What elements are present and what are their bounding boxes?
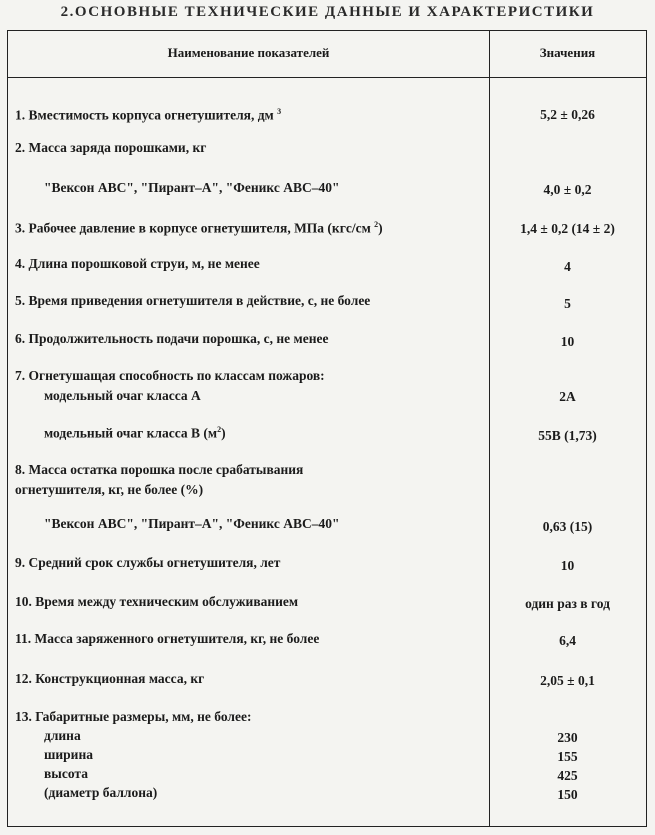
row-label: 12. Конструкционная масса, кг	[15, 671, 205, 686]
row-label: 10. Время между техническим обслуживанием	[15, 594, 299, 609]
row-label-cont: огнетушителя, кг, не более (%)	[15, 482, 204, 497]
row-value: 6,4	[559, 633, 576, 648]
row-value: 0,63 (15)	[542, 519, 593, 534]
row-value: 10	[560, 558, 575, 573]
row-label: 5. Время приведения огнетушителя в действие, с, не более	[15, 293, 371, 308]
row-label: 6. Продолжительность подачи порошка, с, не менее	[15, 331, 329, 346]
row-label: 3. Рабочее давление в корпусе огнетушителя, МПа (кгс/см $^2$)	[15, 220, 383, 236]
row-label: 13. Габаритные размеры, мм, не более:	[15, 709, 252, 724]
row-value: 2,05 ± 0,1	[540, 673, 595, 688]
header-value: Значения	[539, 45, 596, 60]
row-value: 425	[557, 768, 578, 783]
row-value: 1,4 ± 0,2 (14 ± 2)	[520, 221, 615, 236]
row-value: 10	[560, 334, 575, 349]
row-value: 55В (1,73)	[538, 428, 597, 443]
row-value: 230	[557, 730, 578, 745]
row-value: 155	[557, 749, 578, 764]
header-name: Наименование показателей	[167, 45, 330, 60]
row-sublabel: ширина	[44, 747, 93, 762]
row-value: 4	[564, 259, 571, 274]
row-sublabel: высота	[44, 766, 88, 781]
header-divider	[8, 77, 646, 78]
row-label: 9. Средний срок службы огнетушителя, лет	[15, 555, 281, 570]
row-label: 2. Масса заряда порошками, кг	[15, 140, 207, 155]
row-sublabel: модельный очаг класса А	[44, 388, 201, 403]
row-sublabel: "Вексон АВС", "Пирант–А", "Феникс АВС–40"	[44, 180, 340, 195]
row-value: 5,2 ± 0,26	[540, 107, 595, 122]
row-sublabel: (диаметр баллона)	[44, 785, 158, 800]
row-value: 4,0 ± 0,2	[543, 182, 592, 197]
row-label: 8. Масса остатка порошка после срабатывания	[15, 462, 304, 477]
row-sublabel: длина	[44, 728, 81, 743]
row-value: один раз в год	[525, 596, 610, 611]
row-label: 1. Вместимость корпуса огнетушителя, дм $^3$	[15, 107, 282, 123]
specs-table	[7, 30, 647, 827]
row-sublabel: модельный очаг класса В $(м^2)$	[44, 425, 226, 441]
row-value: 150	[557, 787, 578, 802]
page-title: 2.ОСНОВНЫЕ ТЕХНИЧЕСКИЕ ДАННЫЕ И ХАРАКТЕРИСТИКИ	[60, 4, 595, 20]
row-sublabel: "Вексон АВС", "Пирант–А", "Феникс АВС–40"	[44, 516, 340, 531]
row-value: 5	[564, 296, 571, 311]
row-label: 7. Огнетушащая способность по классам пожаров:	[15, 368, 325, 383]
row-value: 2А	[559, 389, 576, 404]
row-label: 11. Масса заряженного огнетушителя, кг, не более	[15, 631, 320, 646]
row-label: 4. Длина порошковой струи, м, не менее	[15, 256, 260, 271]
